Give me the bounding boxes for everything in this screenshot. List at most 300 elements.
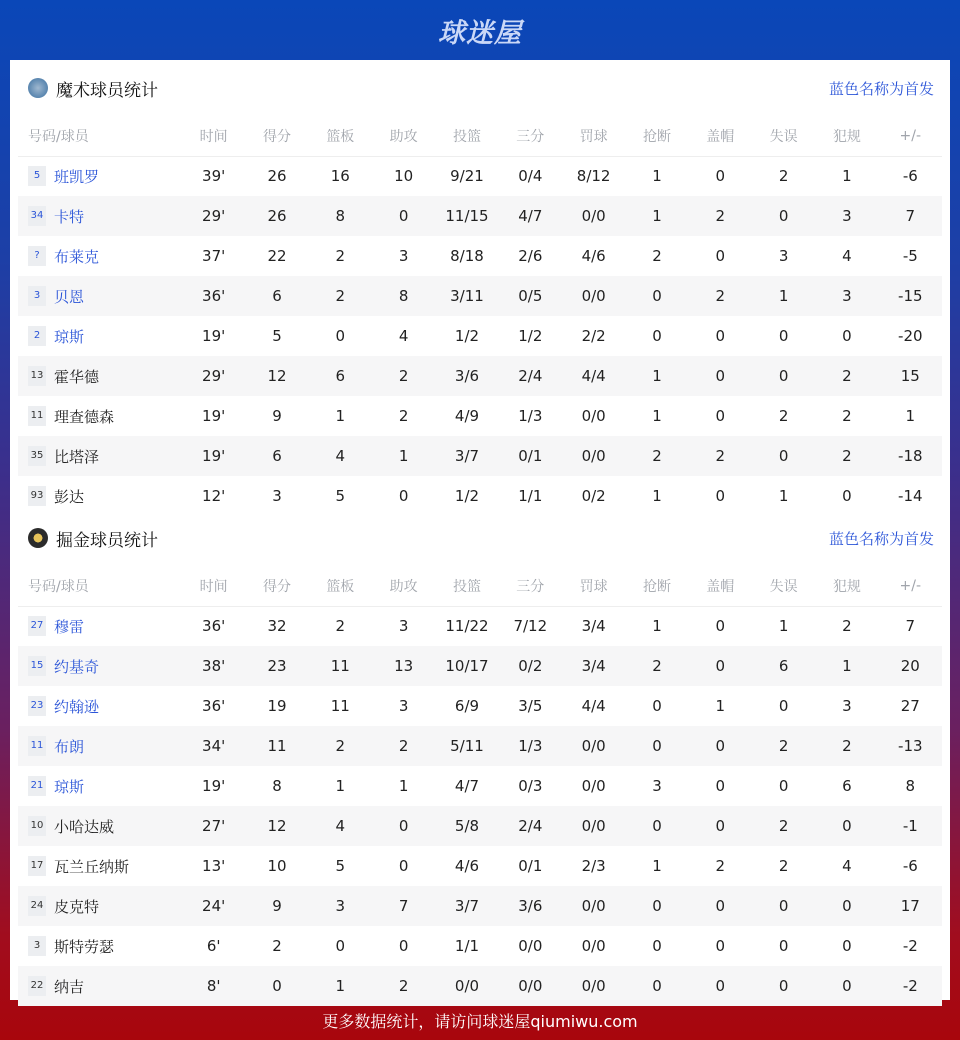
stat-cell: 2 xyxy=(372,356,435,396)
stat-cell: 0/0 xyxy=(562,436,625,476)
player-row[interactable] xyxy=(18,926,942,966)
stat-cell: 13' xyxy=(202,857,226,875)
stat-cell: -18 xyxy=(879,436,942,476)
player-cell xyxy=(18,646,182,686)
stat-cell: 36' xyxy=(202,617,226,636)
stat-cell: 7 xyxy=(372,886,435,926)
jersey-number: 3 xyxy=(28,936,46,956)
stat-cell: 0 xyxy=(715,487,726,505)
stat-cell: 3 xyxy=(398,247,409,265)
stat-cell: 2/6 xyxy=(518,247,543,265)
player-name[interactable]: 布莱克 xyxy=(54,247,100,266)
stat-cell: 4/7 xyxy=(454,777,480,795)
stat-cell: 3/11 xyxy=(435,276,498,316)
stat-cell: 1 xyxy=(752,276,815,316)
section-title: 掘金球员统计 xyxy=(56,530,158,551)
team-section-magic xyxy=(10,60,950,516)
stat-cell: 2 xyxy=(625,646,688,686)
stat-cell: 3 xyxy=(398,617,409,636)
starter-note: 蓝色名称为首发 xyxy=(828,529,934,548)
stat-cell: 1 xyxy=(372,436,435,476)
player-name[interactable]: 霍华德 xyxy=(54,367,100,386)
column-header: 号码/球员 xyxy=(18,566,182,606)
stat-cell: 0 xyxy=(815,886,878,926)
stat-cell: 6 xyxy=(309,356,372,396)
stat-cell: 2 xyxy=(335,617,346,636)
stat-cell: 1/2 xyxy=(454,487,480,505)
stat-cell: 0 xyxy=(652,937,662,955)
stat-cell: 9 xyxy=(245,886,308,926)
stat-cell: 3 xyxy=(815,276,878,316)
stat-cell: 1/1 xyxy=(518,487,543,505)
stat-cell: 0/0 xyxy=(499,966,562,1006)
stat-cell: 3 xyxy=(842,697,852,715)
player-cell xyxy=(18,726,182,766)
column-header: 投篮 xyxy=(435,116,498,156)
footer-text[interactable]: 更多数据统计，请访问球迷屋qiumiwu.com xyxy=(322,1011,638,1031)
player-name[interactable]: 比塔泽 xyxy=(54,447,100,466)
player-row[interactable] xyxy=(18,886,942,926)
stat-cell: 2 xyxy=(335,247,346,265)
stat-cell: 1 xyxy=(625,196,688,236)
stat-cell: 0/0 xyxy=(562,966,625,1006)
stat-cell: 9/21 xyxy=(450,167,484,186)
column-header: 犯规 xyxy=(815,566,878,606)
stat-cell: 0 xyxy=(752,356,815,396)
player-row[interactable] xyxy=(18,606,942,646)
stat-cell: -2 xyxy=(879,966,942,1006)
stat-cell: 39' xyxy=(202,167,226,186)
player-name[interactable]: 斯特劳瑟 xyxy=(54,937,115,956)
stat-cell: 3/7 xyxy=(435,886,498,926)
stat-cell: 8/18 xyxy=(450,247,484,265)
stat-cell: 19' xyxy=(182,436,245,476)
stat-cell: 22 xyxy=(267,247,287,265)
column-header: 时间 xyxy=(182,116,245,156)
stat-cell: 0/0 xyxy=(518,937,543,955)
player-name[interactable]: 约翰逊 xyxy=(54,697,100,716)
stat-cell: 11 xyxy=(245,726,308,766)
stat-cell: 0 xyxy=(715,167,726,186)
stat-cell: 5 xyxy=(272,327,282,345)
stat-cell: -15 xyxy=(879,276,942,316)
stat-cell: 0/0 xyxy=(581,937,606,955)
player-cell xyxy=(18,766,182,806)
stat-cell: 0 xyxy=(625,806,688,846)
footer xyxy=(0,1000,960,1040)
stat-cell: 3 xyxy=(778,247,789,265)
column-header: 失误 xyxy=(752,566,815,606)
jersey-number: 13 xyxy=(28,366,46,386)
jersey-number: 35 xyxy=(28,446,46,466)
column-header: 得分 xyxy=(245,566,308,606)
stat-cell: 7 xyxy=(879,196,942,236)
stat-cell: 1/3 xyxy=(518,407,543,425)
player-name[interactable]: 小哈达威 xyxy=(54,817,115,836)
stat-cell: 4/6 xyxy=(581,247,606,265)
stat-cell: 8 xyxy=(309,196,372,236)
stat-cell: 11/22 xyxy=(445,617,489,636)
stat-cell: 11/15 xyxy=(435,196,498,236)
stat-cell: 0 xyxy=(625,966,688,1006)
stat-cell: 2 xyxy=(778,407,789,425)
stat-cell: 0 xyxy=(752,196,815,236)
stat-cell: 4/9 xyxy=(454,407,480,425)
jersey-number: 5 xyxy=(28,166,46,186)
stat-cell: 0 xyxy=(752,436,815,476)
stat-cell: 2 xyxy=(778,857,789,875)
jersey-number: ? xyxy=(28,246,46,266)
column-header: 罚球 xyxy=(562,116,625,156)
stat-cell: 4 xyxy=(842,247,852,265)
stat-cell: 0/0 xyxy=(562,726,625,766)
stat-cell: 24' xyxy=(182,886,245,926)
stat-cell: 1/1 xyxy=(454,937,480,955)
brand-logo: 球迷屋 xyxy=(438,17,522,49)
stat-cell: 0 xyxy=(842,487,852,505)
column-header: 盖帽 xyxy=(689,116,752,156)
stat-cell: 2 xyxy=(815,356,878,396)
stat-cell: 27' xyxy=(182,806,245,846)
player-row[interactable] xyxy=(18,356,942,396)
stat-cell: 2 xyxy=(689,196,752,236)
stat-cell: 19 xyxy=(267,697,287,715)
magic-logo-icon xyxy=(28,78,48,98)
stat-cell: 0 xyxy=(715,407,726,425)
stat-cell: 0/0 xyxy=(581,777,606,795)
stat-cell: 6 xyxy=(245,436,308,476)
stat-cell: 8 xyxy=(272,777,282,795)
stat-cell: 4/6 xyxy=(454,857,480,875)
stat-cell: -6 xyxy=(902,167,918,186)
column-header: 篮板 xyxy=(309,116,372,156)
stat-cell: 3 xyxy=(815,196,878,236)
jersey-number: 10 xyxy=(28,816,46,836)
stat-cell: 0 xyxy=(689,966,752,1006)
stat-cell: 0 xyxy=(715,777,726,795)
stat-cell: 1 xyxy=(778,487,789,505)
stat-cell: 7 xyxy=(905,617,916,636)
stat-cell: -20 xyxy=(898,327,923,345)
stat-cell: 0 xyxy=(398,487,409,505)
jersey-number: 2 xyxy=(28,326,46,346)
player-cell xyxy=(18,886,182,926)
stat-cell: 2/2 xyxy=(581,327,606,345)
player-name[interactable]: 贝恩 xyxy=(54,287,85,306)
stat-cell: 8 xyxy=(905,777,916,795)
stat-cell: 0 xyxy=(842,937,852,955)
player-cell xyxy=(18,436,182,476)
stat-cell: 0 xyxy=(815,806,878,846)
stat-cell: 32 xyxy=(267,617,287,636)
stat-cell: -6 xyxy=(902,857,918,875)
stat-cell: 1/2 xyxy=(454,327,480,345)
jersey-number: 15 xyxy=(28,656,46,676)
player-row[interactable] xyxy=(18,316,942,356)
stat-cell: 3/5 xyxy=(518,697,543,715)
stat-cell: 0 xyxy=(778,697,789,715)
stat-cell: 0/0 xyxy=(562,886,625,926)
stat-cell: 19' xyxy=(202,327,226,345)
player-row[interactable] xyxy=(18,276,942,316)
column-header: 失误 xyxy=(752,116,815,156)
player-name[interactable]: 穆雷 xyxy=(54,617,85,636)
stat-cell: 3/6 xyxy=(499,886,562,926)
column-header: 抢断 xyxy=(625,566,688,606)
stat-cell: 0/2 xyxy=(581,487,606,505)
column-header: 盖帽 xyxy=(689,566,752,606)
stat-cell: 11 xyxy=(309,646,372,686)
stat-cell: 0/1 xyxy=(499,436,562,476)
stat-cell: 0 xyxy=(689,806,752,846)
stat-cell: 4/4 xyxy=(581,697,606,715)
stat-cell: 1 xyxy=(778,617,789,636)
stat-cell: 2 xyxy=(752,806,815,846)
jersey-number: 27 xyxy=(28,616,46,636)
stat-cell: 6 xyxy=(752,646,815,686)
player-row[interactable] xyxy=(18,236,942,276)
section-title: 魔术球员统计 xyxy=(56,80,158,101)
stat-cell: 1 xyxy=(652,857,662,875)
column-header: 助攻 xyxy=(372,116,435,156)
player-cell xyxy=(18,156,182,196)
player-name[interactable]: 卡特 xyxy=(54,207,85,226)
stat-cell: 0 xyxy=(715,937,726,955)
stat-cell: 1 xyxy=(335,407,346,425)
player-row[interactable] xyxy=(18,806,942,846)
stat-cell: 1 xyxy=(842,167,852,186)
stat-cell: 0 xyxy=(335,327,346,345)
stat-cell: 1/3 xyxy=(499,726,562,766)
player-row[interactable] xyxy=(18,686,942,726)
player-stats-table xyxy=(18,566,942,1006)
stat-cell: 2 xyxy=(652,247,662,265)
player-cell xyxy=(18,396,182,436)
stat-cell: 1 xyxy=(398,777,409,795)
jersey-number: 24 xyxy=(28,896,46,916)
player-row[interactable] xyxy=(18,396,942,436)
stat-cell: 0 xyxy=(842,327,852,345)
stat-cell: 0 xyxy=(752,966,815,1006)
stat-cell: 1 xyxy=(905,407,916,425)
header-bar xyxy=(0,0,960,60)
player-cell xyxy=(18,196,182,236)
stat-cell: 29' xyxy=(182,356,245,396)
player-cell xyxy=(18,806,182,846)
column-header: 抢断 xyxy=(625,116,688,156)
jersey-number: 34 xyxy=(28,206,46,226)
starter-note: 蓝色名称为首发 xyxy=(828,79,934,98)
stat-cell: 0/0 xyxy=(562,806,625,846)
stat-cell: 3 xyxy=(398,697,409,715)
column-header: 时间 xyxy=(182,566,245,606)
stat-cell: 7/12 xyxy=(513,617,548,636)
stat-cell: 0 xyxy=(752,886,815,926)
stat-cell: 34' xyxy=(182,726,245,766)
stat-cell: 3/4 xyxy=(562,646,625,686)
stat-cell: 3/6 xyxy=(435,356,498,396)
stat-cell: 4 xyxy=(309,806,372,846)
stat-cell: 3 xyxy=(272,487,282,505)
stat-cell: 3 xyxy=(309,886,372,926)
player-row[interactable] xyxy=(18,766,942,806)
stat-cell: 0 xyxy=(398,937,409,955)
stat-cell: 9 xyxy=(272,407,282,425)
stat-cell: 2 xyxy=(625,436,688,476)
player-stats-table xyxy=(18,116,942,516)
team-section-nuggets xyxy=(10,510,950,1006)
column-header: 得分 xyxy=(245,116,308,156)
stat-cell: 5 xyxy=(335,487,346,505)
stat-cell: 1 xyxy=(625,356,688,396)
stat-cell: 6 xyxy=(842,777,852,795)
stat-cell: 2 xyxy=(715,857,726,875)
player-name[interactable]: 瓦兰丘纳斯 xyxy=(54,857,130,876)
stat-cell: 26 xyxy=(245,196,308,236)
stat-cell: 2 xyxy=(309,726,372,766)
player-cell xyxy=(18,276,182,316)
stat-cell: 17 xyxy=(879,886,942,926)
stat-cell: 3 xyxy=(652,777,662,795)
stat-cell: 0 xyxy=(715,327,726,345)
stat-cell: 2 xyxy=(815,726,878,766)
stat-cell: 0 xyxy=(625,726,688,766)
stat-cell: 2 xyxy=(842,407,852,425)
stat-cell: 0 xyxy=(689,356,752,396)
stat-cell: 23 xyxy=(245,646,308,686)
stat-cell: 6/9 xyxy=(454,697,480,715)
stat-cell: 4 xyxy=(398,327,409,345)
player-name[interactable]: 班凯罗 xyxy=(54,167,100,186)
player-name[interactable]: 皮克特 xyxy=(54,897,100,916)
stat-cell: 4 xyxy=(842,857,852,875)
stat-cell: 0 xyxy=(778,327,789,345)
stat-cell: 0 xyxy=(372,196,435,236)
stat-cell: 1 xyxy=(715,697,726,715)
player-row[interactable] xyxy=(18,196,942,236)
stat-cell: 3/4 xyxy=(581,617,606,636)
stat-cell: 0/0 xyxy=(562,196,625,236)
stat-cell: 0/0 xyxy=(435,966,498,1006)
stat-cell: 11 xyxy=(330,697,350,715)
stat-cell: 2 xyxy=(398,407,409,425)
stat-cell: 6 xyxy=(245,276,308,316)
stat-cell: 4 xyxy=(309,436,372,476)
stat-cell: 2 xyxy=(815,436,878,476)
stat-cell: 2 xyxy=(689,276,752,316)
player-name[interactable]: 琼斯 xyxy=(54,327,85,346)
stat-cell: 2 xyxy=(689,436,752,476)
column-header: 三分 xyxy=(499,566,562,606)
player-name[interactable]: 琼斯 xyxy=(54,777,85,796)
stat-cell: 15 xyxy=(879,356,942,396)
stat-cell: 1 xyxy=(652,167,662,186)
stat-cell: 2/4 xyxy=(499,806,562,846)
stat-cell: 0 xyxy=(689,886,752,926)
stat-cell: 0 xyxy=(398,857,409,875)
stat-cell: 2 xyxy=(372,726,435,766)
stat-cell: 4/7 xyxy=(499,196,562,236)
stat-cell: 2 xyxy=(309,276,372,316)
stat-cell: 0 xyxy=(625,886,688,926)
column-header: 助攻 xyxy=(372,566,435,606)
stat-cell: 16 xyxy=(330,167,350,186)
stat-cell: 12 xyxy=(245,806,308,846)
player-cell xyxy=(18,356,182,396)
player-name[interactable]: 布朗 xyxy=(54,737,85,756)
stat-cell: 38' xyxy=(182,646,245,686)
player-row[interactable] xyxy=(18,156,942,196)
jersey-number: 3 xyxy=(28,286,46,306)
stat-cell: 0/3 xyxy=(518,777,543,795)
jersey-number: 11 xyxy=(28,736,46,756)
stat-cell: 0 xyxy=(778,777,789,795)
jersey-number: 23 xyxy=(28,696,46,716)
stat-cell: 0 xyxy=(335,937,346,955)
player-cell xyxy=(18,606,182,646)
player-row[interactable] xyxy=(18,846,942,886)
stat-cell: 19' xyxy=(202,777,226,795)
stat-cell: 2 xyxy=(272,937,282,955)
stat-cell: -1 xyxy=(879,806,942,846)
stat-cell: 1 xyxy=(815,646,878,686)
stat-cell: 0 xyxy=(652,697,662,715)
jersey-number: 21 xyxy=(28,776,46,796)
jersey-number: 17 xyxy=(28,856,46,876)
stat-cell: 0/0 xyxy=(562,276,625,316)
player-name[interactable]: 约基奇 xyxy=(54,657,100,676)
stat-cell: 1 xyxy=(335,777,346,795)
jersey-number: 11 xyxy=(28,406,46,426)
player-name[interactable]: 彭达 xyxy=(54,487,85,506)
nuggets-logo-icon xyxy=(28,528,48,548)
column-header: +/- xyxy=(879,566,942,606)
stat-cell: 27 xyxy=(900,697,920,715)
column-header: 罚球 xyxy=(562,566,625,606)
stat-cell: 1 xyxy=(652,487,662,505)
stat-cell: 8 xyxy=(372,276,435,316)
stat-cell: 1 xyxy=(652,617,662,636)
stat-cell: 4/4 xyxy=(562,356,625,396)
player-name[interactable]: 理查德森 xyxy=(54,407,115,426)
player-row[interactable] xyxy=(18,726,942,766)
player-row[interactable] xyxy=(18,646,942,686)
stat-cell: 0/5 xyxy=(499,276,562,316)
stat-cell: 0 xyxy=(689,726,752,766)
stat-cell: 5/11 xyxy=(435,726,498,766)
player-cell xyxy=(18,236,182,276)
stat-cell: 0 xyxy=(689,646,752,686)
player-cell xyxy=(18,316,182,356)
stat-cell: 1/2 xyxy=(518,327,543,345)
stat-cell: 12' xyxy=(202,487,226,505)
jersey-number: 93 xyxy=(28,486,46,506)
stat-cell: 5/8 xyxy=(435,806,498,846)
column-header: 投篮 xyxy=(435,566,498,606)
stat-cell: 2/3 xyxy=(581,857,606,875)
stat-cell: 0 xyxy=(245,966,308,1006)
stat-cell: 1 xyxy=(652,407,662,425)
stat-cell: 0/1 xyxy=(518,857,543,875)
stat-cell: 29' xyxy=(182,196,245,236)
stat-cell: 0/4 xyxy=(518,167,543,186)
stat-cell: 37' xyxy=(202,247,226,265)
player-name[interactable]: 纳吉 xyxy=(54,977,85,996)
stat-cell: 2 xyxy=(752,726,815,766)
player-row[interactable] xyxy=(18,436,942,476)
stat-cell: 36' xyxy=(182,276,245,316)
jersey-number: 22 xyxy=(28,976,46,996)
